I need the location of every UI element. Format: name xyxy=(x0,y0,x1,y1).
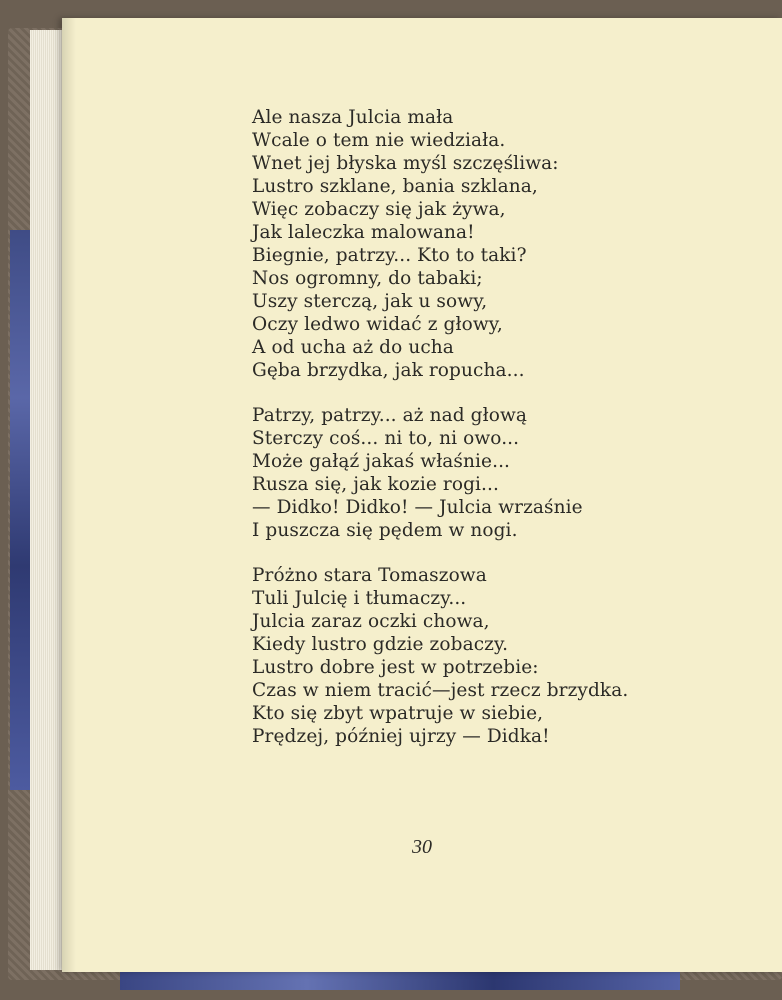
poem-line: Lustro szklane, bania szklana, xyxy=(252,176,538,197)
stanza xyxy=(252,564,672,748)
poem xyxy=(252,106,672,748)
poem-line: Uszy sterczą, jak u sowy, xyxy=(252,291,488,312)
poem-line: Próżno stara Tomaszowa xyxy=(252,565,487,586)
book-page xyxy=(62,18,782,972)
poem-line: Rusza się, jak kozie rogi... xyxy=(252,474,499,495)
poem-line: Kto się zbyt wpatruje w siebie, xyxy=(252,703,544,724)
poem-line: Nos ogromny, do tabaki; xyxy=(252,268,483,289)
poem-line: A od ucha aż do ucha xyxy=(252,337,454,358)
poem-line: Biegnie, patrzy... Kto to taki? xyxy=(252,245,527,266)
poem-line: Czas w niem tracić—jest rzecz brzydka. xyxy=(252,680,629,701)
poem-line: Wcale o tem nie wiedziała. xyxy=(252,130,506,151)
poem-line: Wnet jej błyska myśl szczęśliwa: xyxy=(252,153,559,174)
marbled-endpaper-left xyxy=(10,230,32,790)
poem-line: Oczy ledwo widać z głowy, xyxy=(252,314,503,335)
poem-line: Więc zobaczy się jak żywa, xyxy=(252,199,506,220)
poem-line: — Didko! Didko! — Julcia wrzaśnie xyxy=(252,497,583,518)
poem-line: Patrzy, patrzy... aż nad głową xyxy=(252,405,528,426)
stanza xyxy=(252,404,672,542)
poem-line: Tuli Julcię i tłumaczy... xyxy=(252,588,467,609)
poem-line: Kiedy lustro gdzie zobaczy. xyxy=(252,634,509,655)
poem-line: Sterczy coś... ni to, ni owo... xyxy=(252,428,520,449)
poem-line: Gęba brzydka, jak ropucha... xyxy=(252,360,525,381)
stanza xyxy=(252,106,672,382)
poem-line: Julcia zaraz oczki chowa, xyxy=(252,611,490,632)
poem-line: Prędzej, później ujrzy — Didka! xyxy=(252,726,550,747)
page-number: 30 xyxy=(412,836,432,858)
poem-line: Może gałąź jakaś właśnie... xyxy=(252,451,511,472)
poem-line: Lustro dobre jest w potrzebie: xyxy=(252,657,539,678)
poem-line: Ale nasza Julcia mała xyxy=(252,107,454,128)
poem-line: Jak laleczka malowana! xyxy=(252,222,475,243)
poem-line: I puszcza się pędem w nogi. xyxy=(252,520,518,541)
